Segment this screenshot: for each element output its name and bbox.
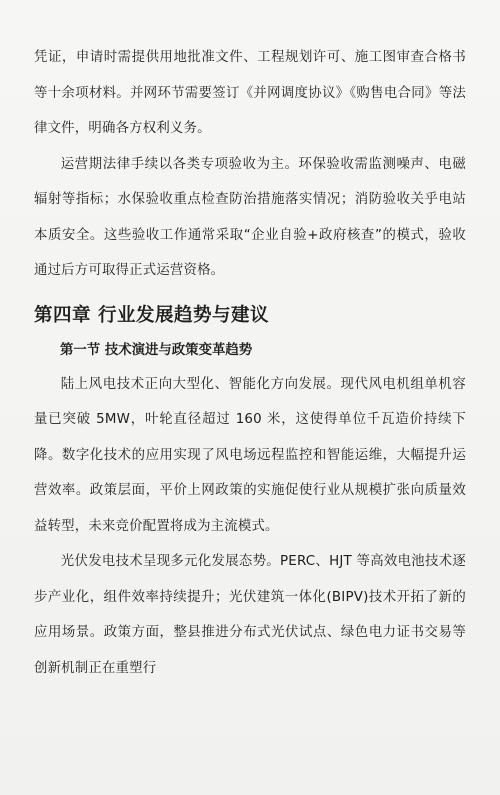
paragraph-solar-power: 光伏发电技术呈现多元化发展态势。PERC、HJT 等高效电池技术逐步产业化，组件效率持续提升；光伏建筑一体化(BIPV)技术开拓了新的应用场景。政策方面，整县推进分布式光伏试点、绿色电力证书交易等创新机制正在重塑行 [34,554,466,676]
section-title: 第一节 技术演进与政策变革趋势 [60,342,253,358]
chapter-title: 第四章 行业发展趋势与建议 [34,304,269,326]
paragraph-operation-acceptance: 运营期法律手续以各类专项验收为主。环保验收需监测噪声、电磁辐射等指标；水保验收重点检查防治措施落实情况；消防验收关乎电站本质安全。这些验收工作通常采取“企业自验+政府核查”的模式，验收通过后方可取得正式运营资格。 [34,156,466,278]
paragraph-wind-power: 陆上风电技术正向大型化、智能化方向发展。现代风电机组单机容量已突破 5MW，叶轮直径超过 160 米，这使得单位千瓦造价持续下降。数字化技术的应用实现了风电场远程监控和智能运维，大幅提升运营效率。政策层面，平价上网政策的实施促使行业从规模扩张向质量效益转型，未来竞价配置将成为主流模式。 [34,376,466,534]
paragraph-approval-materials: 凭证，申请时需提供用地批准文件、工程规划许可、施工图审查合格书等十余项材料。并网环节需要签订《并网调度协议》《购售电合同》等法律文件，明确各方权利义务。 [34,50,466,136]
